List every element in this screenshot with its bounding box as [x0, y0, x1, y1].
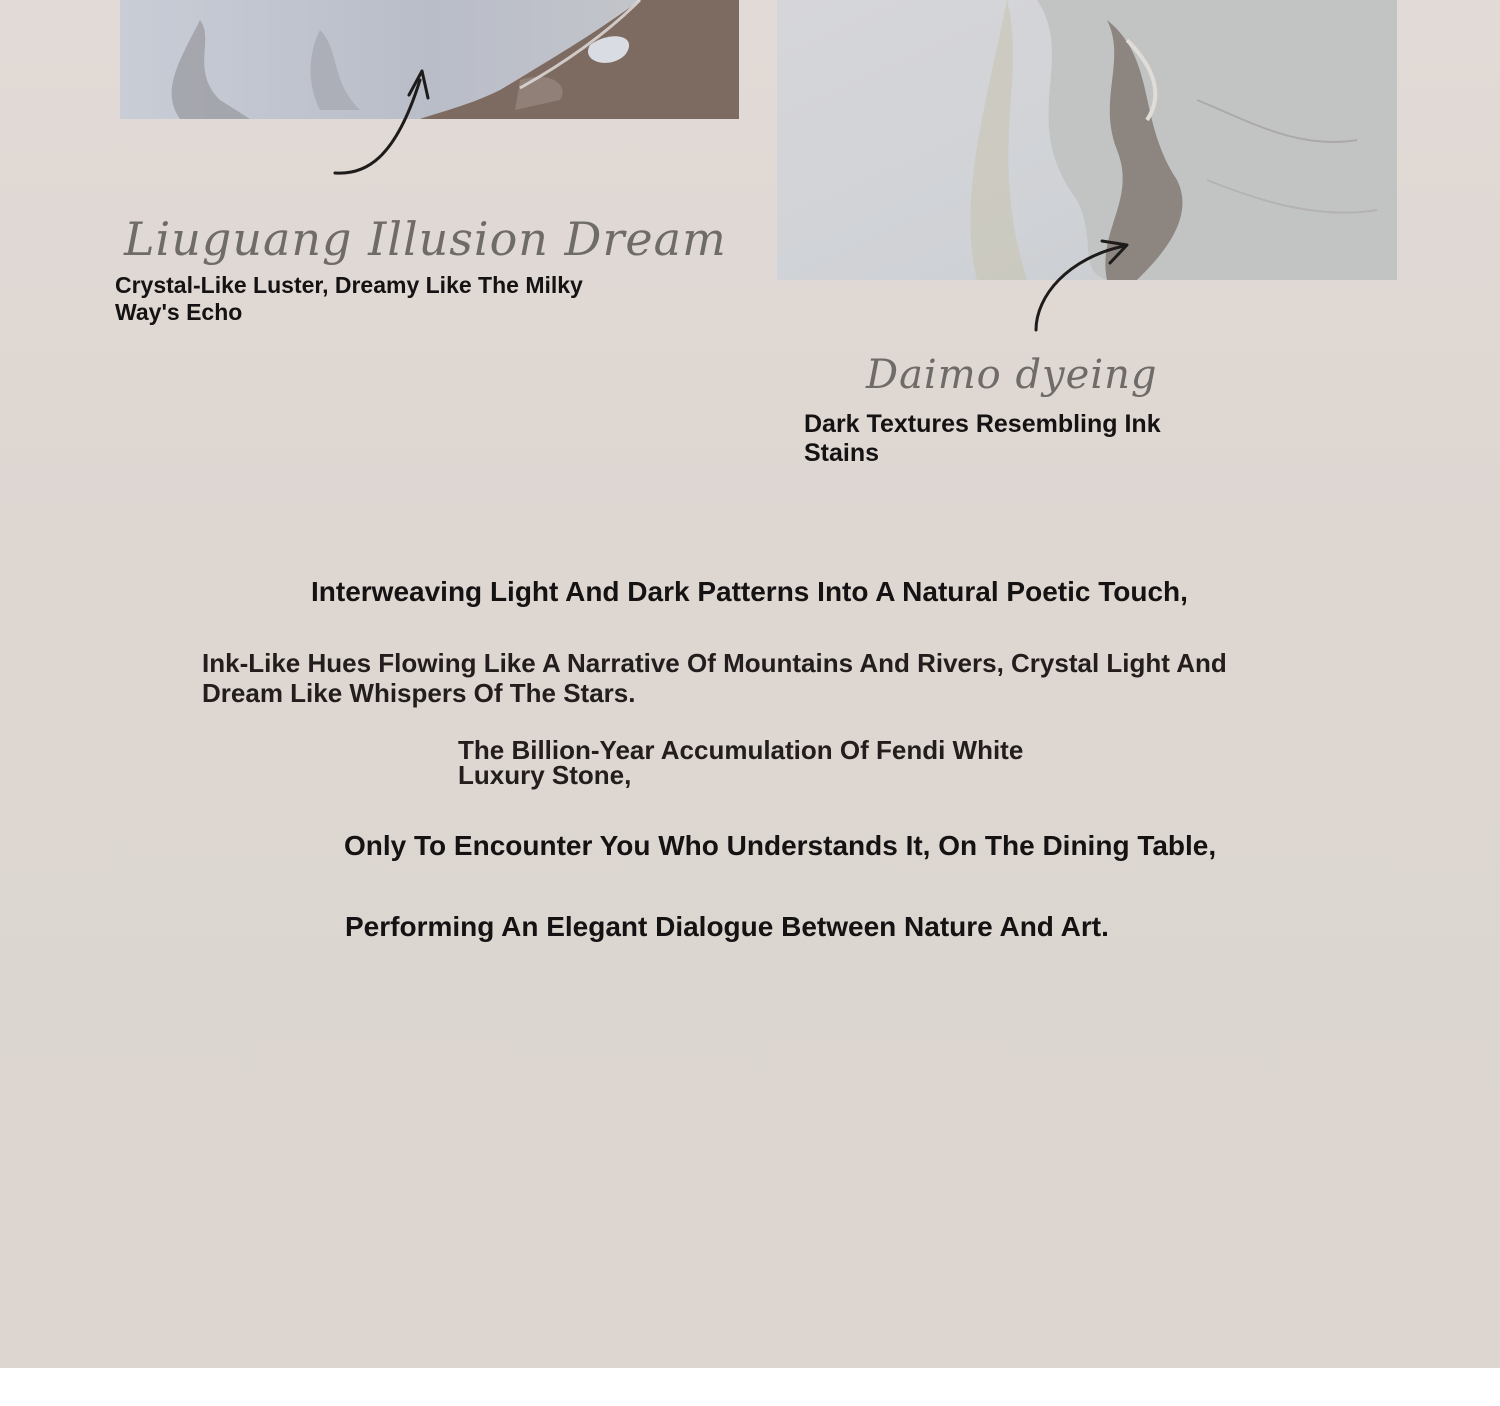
poem-line-5: Performing An Elegant Dialogue Between Nature And Art.: [345, 911, 1109, 942]
poem-line-3: The Billion-Year Accumulation Of Fendi White Luxury Stone,: [458, 735, 1024, 790]
arrow-left-icon: [325, 65, 435, 180]
poem-line-2: Ink-Like Hues Flowing Like A Narrative Of Mountains And Rivers, Crystal Light And Dream Like Whispers Of The Stars.: [202, 648, 1227, 708]
caption-left: Crystal-Like Luster, Dreamy Like The Milky Way's Echo: [115, 272, 583, 325]
script-title-right: Daimo dyeing: [866, 352, 1158, 398]
poem-line-4: Only To Encounter You Who Understands It, On The Dining Table,: [344, 830, 1217, 861]
poem-line-1: Interweaving Light And Dark Patterns Into A Natural Poetic Touch,: [311, 576, 1188, 607]
caption-right: Dark Textures Resembling Ink Stains: [804, 410, 1161, 467]
arrow-right-icon: [1028, 236, 1138, 336]
script-title-left: Liuguang Illusion Dream: [124, 212, 727, 266]
